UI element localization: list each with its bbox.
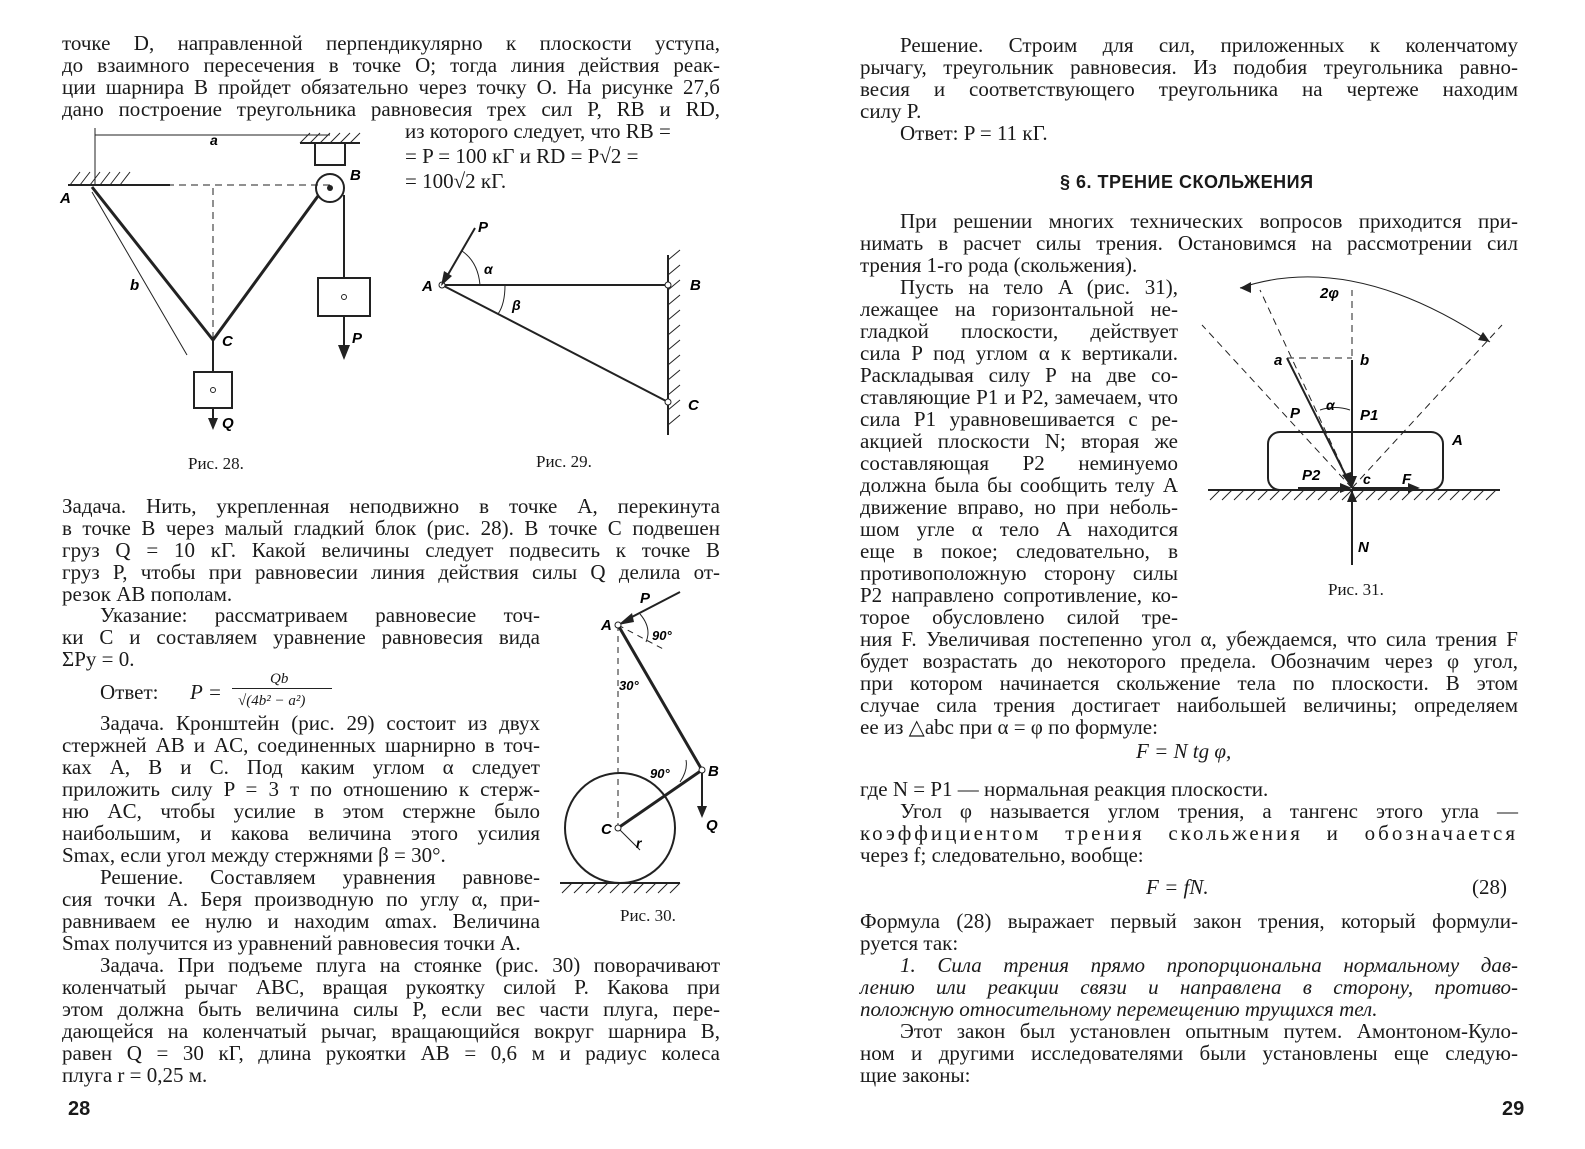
fig29-label-alpha: α bbox=[484, 261, 493, 277]
fig28-label-Q: Q bbox=[222, 415, 234, 432]
left-page-number: 28 bbox=[68, 1098, 91, 1120]
intro-line-1: точке D, направленной перпендикулярно к плоскости уступа, bbox=[62, 31, 720, 55]
r-law1-line-1: 1. Сила трения прямо пропорциональна нормальному дав- bbox=[900, 953, 1518, 977]
fig30-label-Q: Q bbox=[706, 817, 718, 834]
answer1-lhs: P = bbox=[190, 680, 222, 704]
r-cont-line-3: при котором начинается скольжение тела по плоскости. В этом bbox=[860, 671, 1518, 695]
answer1-denominator: √(4b² − a²) bbox=[238, 693, 306, 709]
fig30-label-90b: 90° bbox=[650, 766, 670, 781]
r-narrow-line-5: Раскладывая силу P на две со- bbox=[860, 363, 1178, 387]
task1-line-5: резок AB пополам. bbox=[62, 582, 233, 606]
r-narrow-line-1: Пусть на тело A (рис. 31), bbox=[900, 275, 1178, 299]
right-page bbox=[790, 0, 1585, 1149]
r-law-intro-line-1: Формула (28) выражает первый закон трения, который формули- bbox=[860, 909, 1518, 933]
fig28-label-C: C bbox=[222, 333, 233, 350]
fig28-label-b: b bbox=[130, 277, 140, 294]
fig28-label-P: P bbox=[352, 330, 363, 347]
fig30-label-90a: 90° bbox=[652, 628, 672, 643]
fig29-label-P: P bbox=[478, 219, 489, 236]
fig29-caption: Рис. 29. bbox=[536, 452, 592, 471]
r-narrow-line-14: противоположную сторону силы bbox=[860, 561, 1178, 585]
task1-line-1: Задача. Нить, укрепленная неподвижно в точке A, перекинута bbox=[62, 494, 720, 518]
r-angle-line-2: коэффициентом трения скольжения и обозначается bbox=[860, 821, 1518, 845]
r-final-line-1: Этот закон был установлен опытным путем. Амонтоном-Куло- bbox=[900, 1019, 1518, 1043]
fig28-label-B: B bbox=[350, 167, 361, 184]
r-intro-line-1: При решении многих технических вопросов приходится при- bbox=[900, 209, 1518, 233]
r-angle-line-3: через f; следовательно, вообще: bbox=[860, 843, 1144, 867]
fig31-label-N: N bbox=[1358, 539, 1369, 556]
hint-line-2: ки C и составляем уравнение равновесия вида bbox=[62, 625, 540, 649]
fig31-label-alpha: α bbox=[1326, 397, 1335, 413]
fig28-label-a: a bbox=[210, 132, 218, 148]
r-law1-line-3: положную относительному перемещению трущихся тел. bbox=[860, 997, 1378, 1021]
r-narrow-line-6: ставляющие P1 и P2, замечаем, что bbox=[860, 385, 1178, 409]
fig31-label-P2: P2 bbox=[1302, 467, 1321, 484]
fig29-label-A: A bbox=[422, 278, 433, 295]
r-answer: Ответ: P = 11 кГ. bbox=[900, 121, 1048, 145]
r-cont-line-4: случае сила трения достигает наибольшей величины; определяем bbox=[860, 693, 1518, 717]
formula-28-number: (28) bbox=[1472, 875, 1507, 899]
fig28-caption: Рис. 28. bbox=[188, 454, 244, 473]
hint-line-1: Указание: рассматриваем равновесие точ- bbox=[100, 603, 540, 627]
intro-line-2: до взаимного пересечения в точке O; тогда линия действия реак- bbox=[62, 53, 720, 77]
r-narrow-line-3: гладкой плоскости, действует bbox=[860, 319, 1178, 343]
fig29-label-B: B bbox=[690, 277, 701, 294]
r-narrow-line-4: сила P под углом α к вертикали. bbox=[860, 341, 1178, 365]
fig30-label-P: P bbox=[640, 590, 651, 607]
fig28-side-line-1: из которого следует, что RB = bbox=[405, 119, 671, 143]
r-cont-line-5: ее из △abc при α = φ по формуле: bbox=[860, 715, 1158, 739]
task3-line-1: Задача. При подъеме плуга на стоянке (рис. 30) поворачивают bbox=[100, 953, 720, 977]
r-narrow-line-9: составляющая P2 неминуемо bbox=[860, 451, 1178, 475]
fig30-label-30: 30° bbox=[619, 678, 639, 693]
task2-line-5: ню AC, чтобы усилие в этом стержне было bbox=[62, 799, 540, 823]
fig31-label-c: c bbox=[1363, 471, 1371, 487]
r-solution-line-1: Решение. Строим для сил, приложенных к коленчатому bbox=[900, 33, 1518, 57]
r-narrow-line-16: торое обусловлено силой тре- bbox=[860, 605, 1178, 629]
fig28-side-line-2: = P = 100 кГ и RD = P√2 = bbox=[405, 144, 639, 168]
fig30-caption: Рис. 30. bbox=[620, 906, 676, 925]
task3-line-5: равен Q = 30 кГ, длина рукоятки AB = 0,6 м и радиус колеса bbox=[62, 1041, 720, 1065]
task1-line-4: груз P, чтобы при равновесии линия действия силы Q делила от- bbox=[62, 560, 720, 584]
fig31-label-A: A bbox=[1452, 432, 1463, 449]
r-narrow-line-10: должна была бы сообщить телу A bbox=[860, 473, 1178, 497]
fig30-label-A: A bbox=[601, 617, 612, 634]
section-heading: § 6. ТРЕНИЕ СКОЛЬЖЕНИЯ bbox=[1060, 172, 1314, 192]
hint-line-3: ΣPy = 0. bbox=[62, 647, 135, 671]
r-solution-line-3: весия и соответствующего треугольника на чертеже находим bbox=[860, 77, 1518, 101]
r-narrow-line-12: шом угле α тело A находится bbox=[860, 517, 1178, 541]
task2-line-7: Smax, если угол между стержнями β = 30°. bbox=[62, 843, 446, 867]
r-law-intro-line-2: руется так: bbox=[860, 931, 959, 955]
fig30-label-B: B bbox=[708, 763, 719, 780]
solution2-line-3: равниваем ее нулю и находим αmax. Величина bbox=[62, 909, 540, 933]
r-final-line-3: щие законы: bbox=[860, 1063, 971, 1087]
task1-line-2: в точке B через малый гладкий блок (рис. 28). В точке C подвешен bbox=[62, 516, 720, 540]
intro-line-4: дано построение треугольника равновесия трех сил P, RB и RD, bbox=[62, 97, 720, 121]
task1-line-3: груз Q = 10 кГ. Какой величины следует подвесить к точке B bbox=[62, 538, 720, 562]
r-intro-line-3: трения 1-го рода (скольжения). bbox=[860, 253, 1138, 277]
right-page-number: 29 bbox=[1502, 1098, 1525, 1120]
r-narrow-line-15: P2 направлено сопротивление, ко- bbox=[860, 583, 1178, 607]
task2-line-1: Задача. Кронштейн (рис. 29) состоит из двух bbox=[100, 711, 540, 735]
fig29-label-beta: β bbox=[512, 297, 521, 313]
r-solution-line-2: рычагу, треугольник равновесия. Из подобия треугольника равно- bbox=[860, 55, 1518, 79]
left-page bbox=[0, 0, 790, 1149]
r-narrow-line-13: еще в покое; следовательно, в bbox=[860, 539, 1178, 563]
task3-line-6: плуга r = 0,25 м. bbox=[62, 1063, 208, 1087]
fig30-label-C: C bbox=[601, 821, 612, 838]
fig31-label-a: a bbox=[1274, 352, 1283, 369]
task2-line-3: ках A, B и C. Под каким углом α следует bbox=[62, 755, 540, 779]
fig31-label-F: F bbox=[1402, 471, 1412, 488]
fig31-label-2phi: 2φ bbox=[1320, 285, 1339, 302]
formula-friction-tg: F = N tg φ, bbox=[1136, 739, 1232, 763]
fig31-label-b: b bbox=[1360, 352, 1370, 369]
intro-line-3: ции шарнира B пройдет обязательно через точку O. На рисунке 27,б bbox=[62, 75, 720, 99]
answer1-numerator: Qb bbox=[270, 671, 289, 687]
r-narrow-line-11: движение вправо, но при неболь- bbox=[860, 495, 1178, 519]
fig31-label-P: P bbox=[1290, 405, 1301, 422]
solution2-line-2: сия точки A. Беря производную по углу α, при- bbox=[62, 887, 540, 911]
r-angle-line-1: Угол φ называется углом трения, а тангенс этого угла — bbox=[900, 799, 1518, 823]
task2-line-4: приложить силу P = 3 т по отношению к стерж- bbox=[62, 777, 540, 801]
task3-line-4: дающейся на коленчатый рычаг, вращающийся вокруг шарнира B, bbox=[62, 1019, 720, 1043]
fig28-label-A: A bbox=[60, 190, 71, 207]
fig28-side-line-3: = 100√2 кГ. bbox=[405, 169, 507, 193]
fig29-label-C: C bbox=[688, 397, 699, 414]
r-final-line-2: ном и другими исследователями были установлены еще следую- bbox=[860, 1041, 1518, 1065]
r-solution-line-4: силу P. bbox=[860, 99, 922, 123]
r-narrow-line-8: акцией плоскости N; вторая же bbox=[860, 429, 1178, 453]
formula-28: F = fN. bbox=[1146, 875, 1209, 899]
r-intro-line-2: нимать в расчет силы трения. Остановимся на рассмотрении сил bbox=[860, 231, 1518, 255]
task3-line-2: коленчатый рычаг ABC, вращая рукоятку силой P. Какова при bbox=[62, 975, 720, 999]
task2-line-6: наибольшим, и какова величина этого усилия bbox=[62, 821, 540, 845]
fig31-caption: Рис. 31. bbox=[1328, 580, 1384, 599]
fig31-diagram bbox=[790, 0, 1585, 620]
task3-line-3: этом должна быть величина силы P, если вес части плуга, пере- bbox=[62, 997, 720, 1021]
r-where-line: где N = P1 — нормальная реакция плоскости. bbox=[860, 777, 1269, 801]
r-cont-line-2: будет возрастать до некоторого предела. Обозначим через φ угол, bbox=[860, 649, 1518, 673]
r-narrow-line-2: лежащее на горизонтальной не- bbox=[860, 297, 1178, 321]
fig31-label-P1: P1 bbox=[1360, 407, 1379, 424]
fig30-label-r: r bbox=[636, 835, 642, 851]
r-narrow-line-7: сила P1 уравновешивается с ре- bbox=[860, 407, 1178, 431]
r-cont-line-1: ния F. Увеличивая постепенно угол α, убеждаемся, что сила трения F bbox=[860, 627, 1518, 651]
answer1-label: Ответ: bbox=[100, 680, 159, 704]
solution2-line-1: Решение. Составляем уравнения равнове- bbox=[100, 865, 540, 889]
task2-line-2: стержней AB и AC, соединенных шарнирно в точ- bbox=[62, 733, 540, 757]
r-law1-line-2: лению или реакции связи и направлена в сторону, противо- bbox=[860, 975, 1518, 999]
solution2-line-4: Smax получится из уравнений равновесия точки A. bbox=[62, 931, 521, 955]
